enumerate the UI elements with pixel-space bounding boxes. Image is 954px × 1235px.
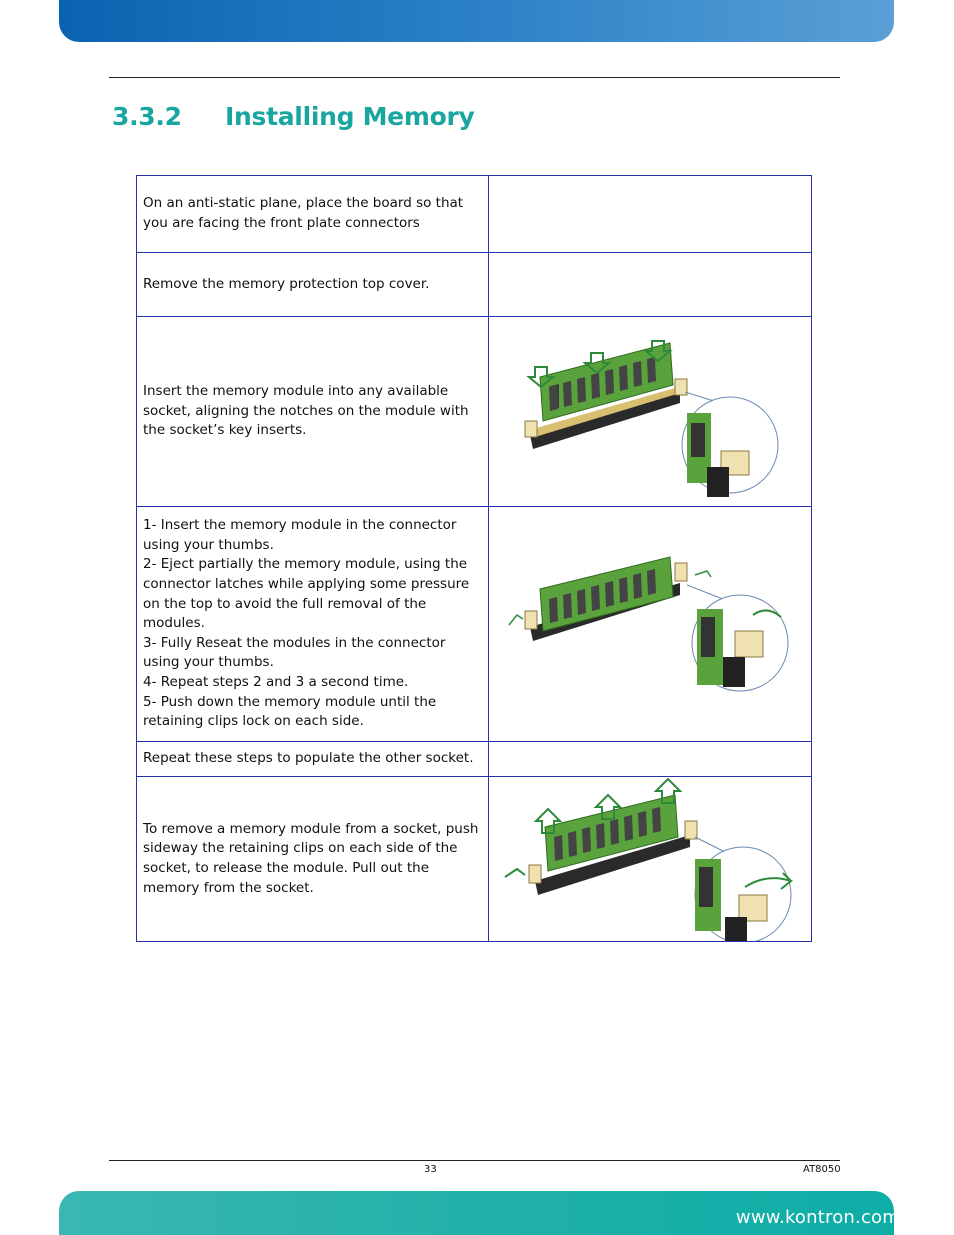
- header-band: [59, 0, 894, 42]
- table-row: [137, 777, 812, 942]
- step-text: Insert the memory module into any available socket, aligning the notches on the module with the socket’s key inserts.: [137, 317, 489, 507]
- step-figure-cell: [489, 507, 812, 742]
- section-number: 3.3.2: [112, 102, 182, 131]
- step-figure-cell: [489, 742, 812, 777]
- step-text: On an anti-static plane, place the board so that you are facing the front plate connectors: [137, 176, 489, 253]
- page-number: 33: [424, 1164, 437, 1175]
- step-text: 1- Insert the memory module in the connector using your thumbs. 2- Eject partially the memory module, using the connector latches while applying some pressure on the top to avoid the full removal of the modules. 3- Fully Reseat the modules in the connector using your thumbs. 4- Repeat steps 2 and 3 a second time. 5- Push down the memory module until the retaining clips lock on each side.: [137, 507, 489, 742]
- step-text: Repeat these steps to populate the other socket.: [137, 742, 489, 777]
- step-figure-cell: [489, 317, 812, 507]
- header-rule: [109, 77, 840, 78]
- table-row: [137, 317, 812, 507]
- table-row: [137, 507, 812, 742]
- website-link[interactable]: www.kontron.com: [735, 1207, 900, 1228]
- step-figure-cell: [489, 777, 812, 942]
- section-heading: [112, 102, 475, 131]
- steps-table: [136, 175, 812, 942]
- step-figure-cell: [489, 253, 812, 317]
- step-text: Remove the memory protection top cover.: [137, 253, 489, 317]
- table-row: [137, 253, 812, 317]
- table-row: [137, 742, 812, 777]
- document-id: AT8050: [803, 1164, 841, 1175]
- memory-insert-illustration: [495, 317, 805, 506]
- memory-clips-illustration: [495, 507, 805, 741]
- section-title: Installing Memory: [225, 102, 475, 131]
- table-row: [137, 176, 812, 253]
- footer-rule: [109, 1160, 840, 1161]
- step-figure-cell: [489, 176, 812, 253]
- step-text: To remove a memory module from a socket, push sideway the retaining clips on each side of the socket, to release the module. Pull out the memory from the socket.: [137, 777, 489, 942]
- memory-remove-illustration: [495, 777, 805, 941]
